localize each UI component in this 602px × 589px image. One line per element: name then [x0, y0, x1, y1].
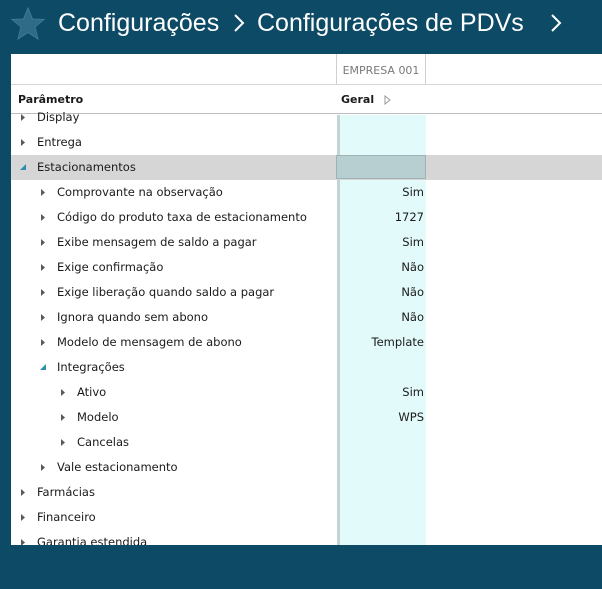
- triangle-right-icon[interactable]: [384, 95, 391, 105]
- row-label: Exige liberação quando saldo a pagar: [57, 285, 275, 299]
- row-value[interactable]: Sim: [402, 235, 424, 249]
- row-label: Ativo: [77, 385, 107, 399]
- row-label: Cancelas: [77, 435, 129, 449]
- triangle-right-icon[interactable]: [40, 263, 46, 272]
- parameter-column-header[interactable]: Parâmetro: [18, 93, 84, 106]
- tree-row[interactable]: [11, 430, 602, 455]
- tree-row[interactable]: [11, 155, 602, 180]
- chevron-right-icon[interactable]: [550, 13, 562, 33]
- breadcrumb-configuracoes-pdvs[interactable]: Configurações de PDVs: [257, 9, 524, 37]
- tree-row[interactable]: [11, 330, 602, 355]
- row-label: Exige confirmação: [57, 260, 164, 274]
- triangle-right-icon[interactable]: [20, 113, 26, 122]
- row-label: Display: [37, 110, 80, 124]
- triangle-right-icon[interactable]: [20, 488, 26, 497]
- tree-row[interactable]: [11, 505, 602, 530]
- triangle-right-icon[interactable]: [40, 238, 46, 247]
- tree-row[interactable]: [11, 130, 602, 155]
- triangle-down-icon[interactable]: [20, 163, 26, 172]
- row-value[interactable]: WPS: [398, 410, 424, 424]
- title-bar: [0, 0, 602, 48]
- row-label: Ignora quando sem abono: [57, 310, 208, 324]
- triangle-right-icon[interactable]: [60, 438, 66, 447]
- star-icon[interactable]: [10, 6, 46, 42]
- tree-row[interactable]: [11, 355, 602, 380]
- row-label: Comprovante na observação: [57, 185, 223, 199]
- row-value[interactable]: Template: [371, 335, 424, 349]
- tree-row[interactable]: [11, 105, 602, 130]
- settings-grid: [11, 54, 602, 545]
- row-label: Estacionamentos: [37, 160, 136, 174]
- triangle-right-icon[interactable]: [20, 538, 26, 545]
- triangle-right-icon[interactable]: [20, 513, 26, 522]
- row-value[interactable]: Não: [401, 310, 424, 324]
- tree-row[interactable]: [11, 405, 602, 430]
- breadcrumb-configuracoes[interactable]: Configurações: [58, 9, 220, 37]
- row-label: Financeiro: [37, 510, 96, 524]
- row-value[interactable]: Não: [401, 260, 424, 274]
- triangle-down-icon[interactable]: [40, 363, 46, 372]
- tree-row[interactable]: [11, 530, 602, 545]
- triangle-right-icon[interactable]: [20, 138, 26, 147]
- triangle-right-icon[interactable]: [60, 388, 66, 397]
- row-value[interactable]: Sim: [402, 185, 424, 199]
- row-label: Integrações: [57, 360, 125, 374]
- triangle-right-icon[interactable]: [40, 338, 46, 347]
- triangle-right-icon[interactable]: [60, 413, 66, 422]
- tree-row[interactable]: [11, 280, 602, 305]
- triangle-right-icon[interactable]: [40, 213, 46, 222]
- chevron-right-icon: [233, 13, 245, 33]
- row-label: Exibe mensagem de saldo a pagar: [57, 235, 257, 249]
- tree-row[interactable]: [11, 180, 602, 205]
- tree-row[interactable]: [11, 455, 602, 480]
- row-label: Entrega: [37, 135, 82, 149]
- tree-row[interactable]: [11, 305, 602, 330]
- row-label: Garantia estendida: [37, 535, 148, 545]
- row-value[interactable]: Não: [401, 285, 424, 299]
- row-label: Farmácias: [37, 485, 95, 499]
- tree-row[interactable]: [11, 380, 602, 405]
- row-label: Modelo de mensagem de abono: [57, 335, 242, 349]
- triangle-right-icon[interactable]: [40, 188, 46, 197]
- triangle-right-icon[interactable]: [40, 313, 46, 322]
- company-column-header[interactable]: EMPRESA 001: [336, 54, 426, 84]
- geral-column-header[interactable]: Geral: [341, 93, 375, 106]
- tree-row[interactable]: [11, 255, 602, 280]
- row-label: Modelo: [77, 410, 119, 424]
- row-label: Vale estacionamento: [57, 460, 178, 474]
- tree-row[interactable]: [11, 480, 602, 505]
- row-label: Código do produto taxa de estacionamento: [57, 210, 307, 224]
- triangle-right-icon[interactable]: [40, 288, 46, 297]
- company-header-band: [11, 54, 602, 85]
- row-value[interactable]: Sim: [402, 385, 424, 399]
- tree-row[interactable]: [11, 205, 602, 230]
- triangle-right-icon[interactable]: [40, 463, 46, 472]
- selected-value-cell[interactable]: [336, 155, 426, 179]
- tree-row[interactable]: [11, 230, 602, 255]
- row-value[interactable]: 1727: [394, 210, 424, 224]
